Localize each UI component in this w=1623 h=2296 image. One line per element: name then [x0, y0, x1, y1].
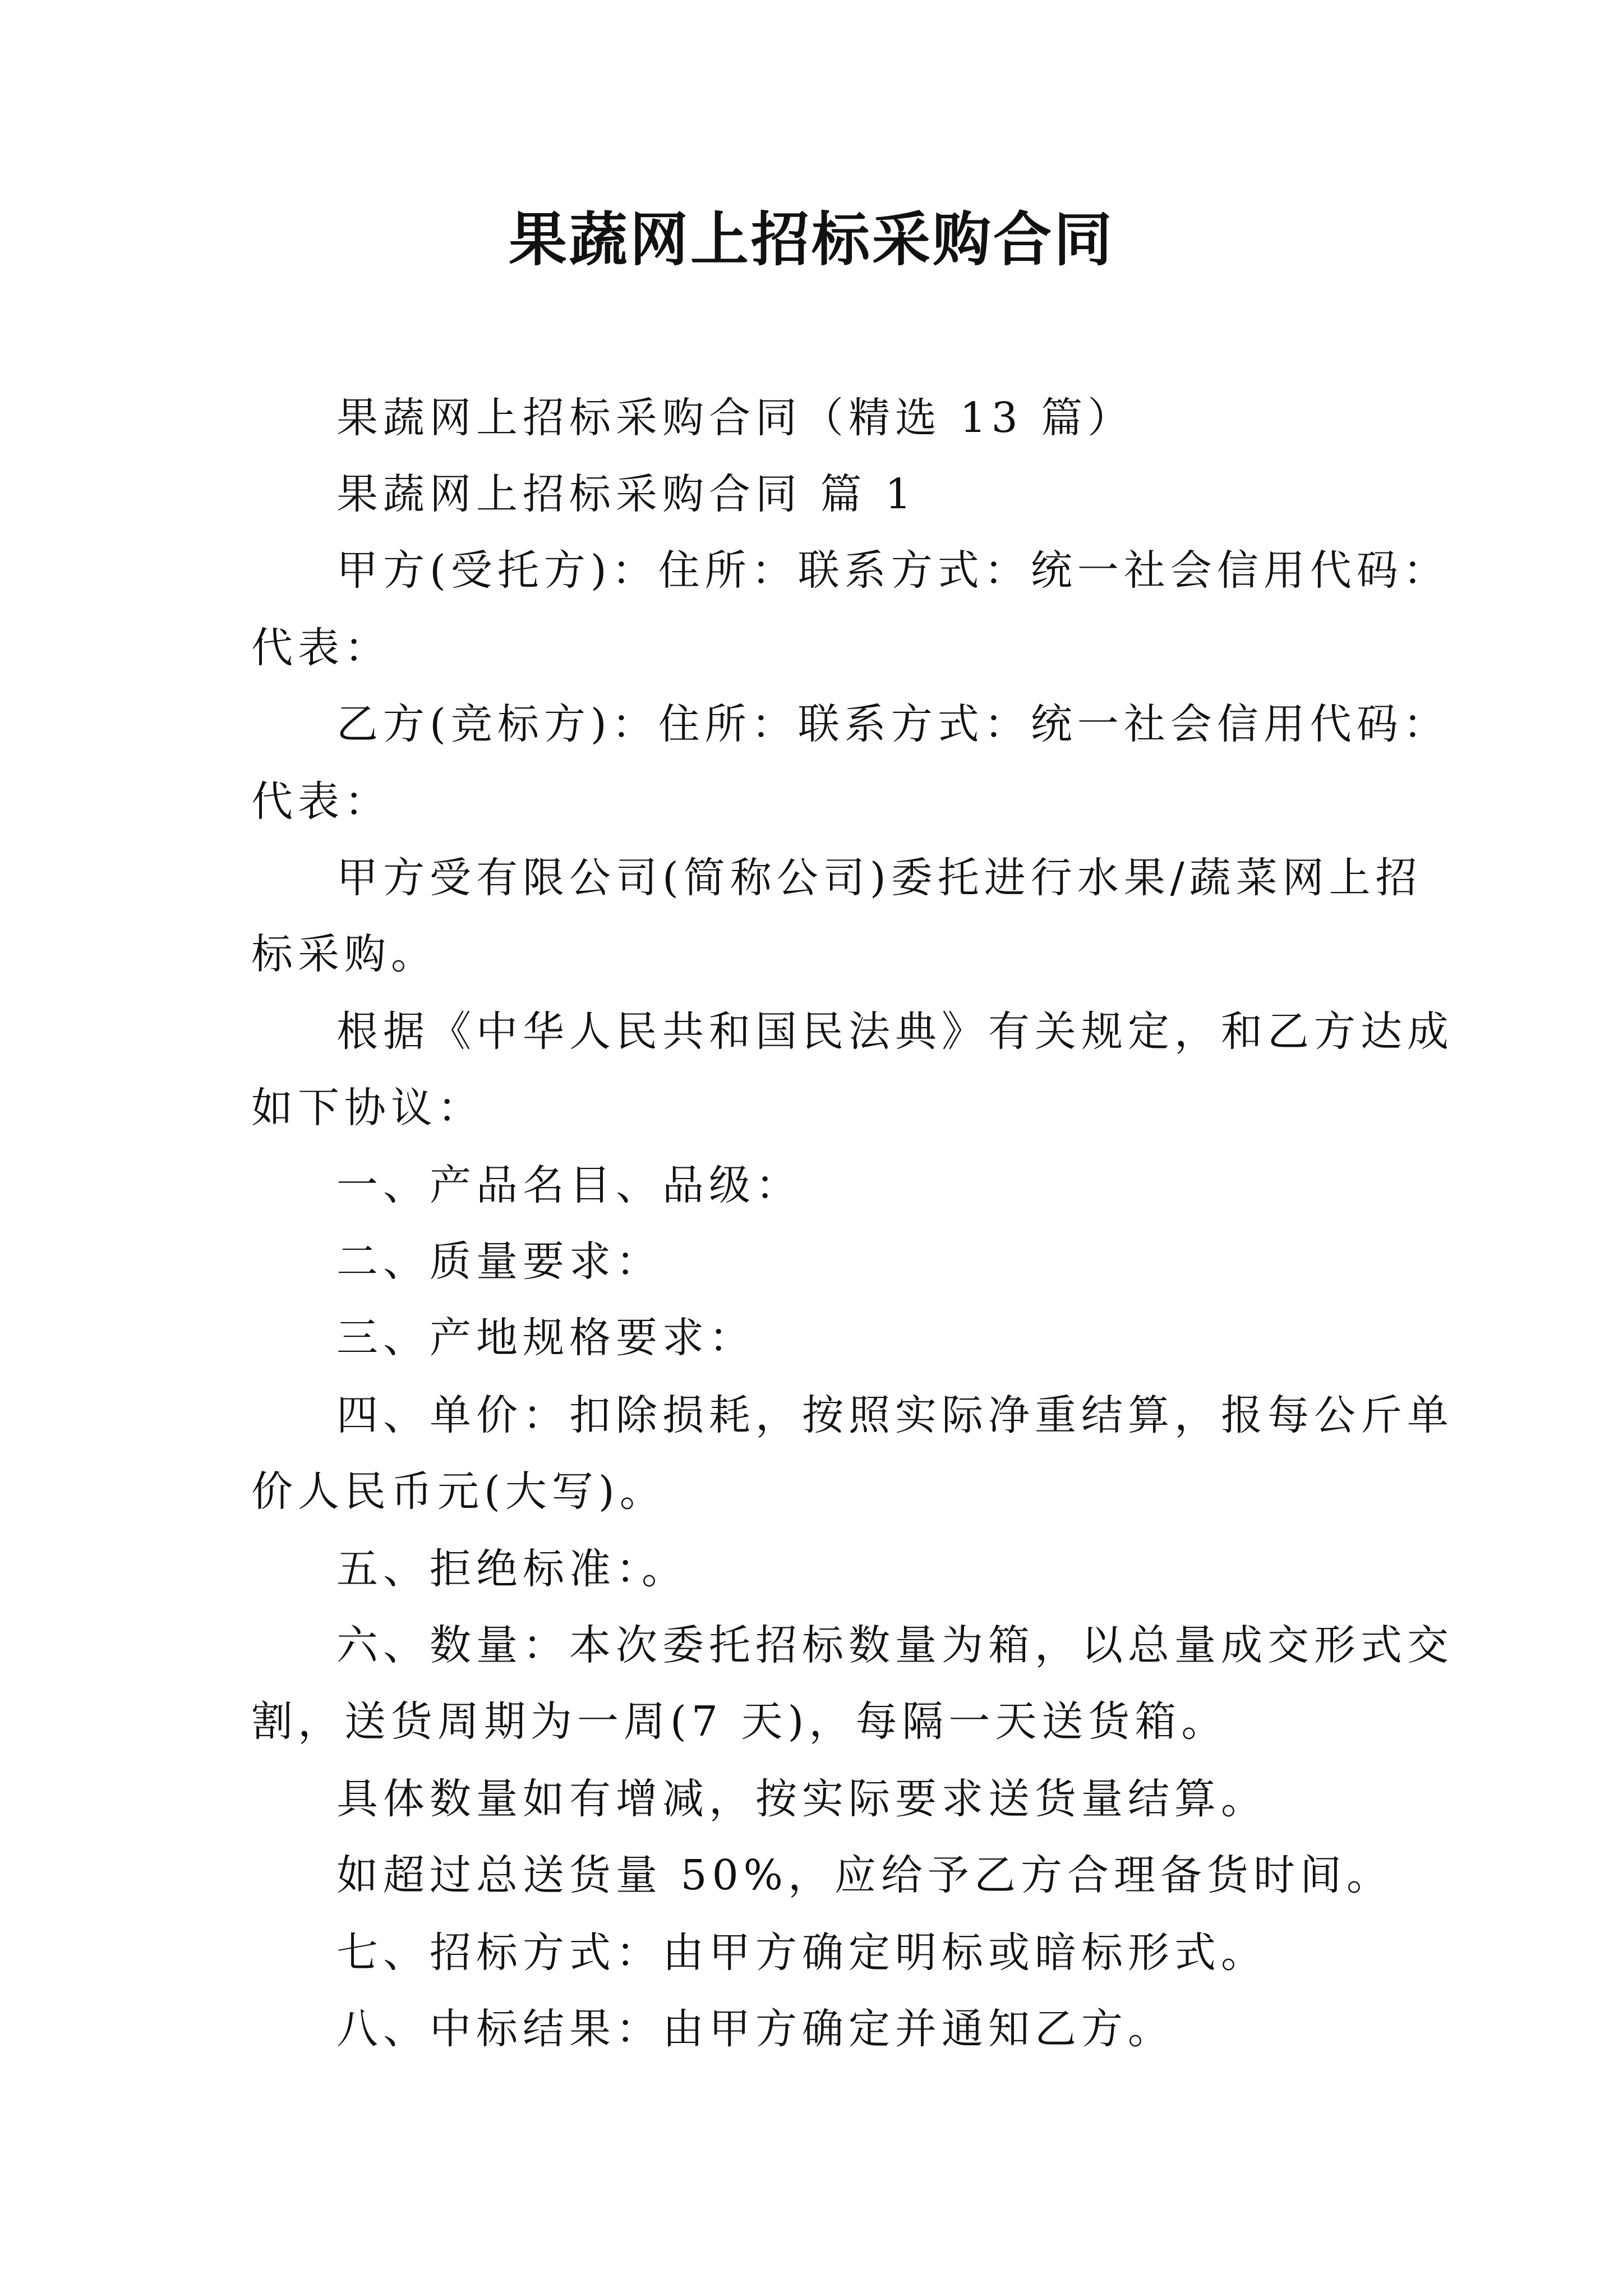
- clause-line: 一、产品名目、品级：: [336, 1161, 802, 1209]
- party-b-line: 乙方(竞标方)：住所：联系方式：统一社会信用代码：: [336, 700, 1450, 748]
- paragraph-line: 如超过总送货量 50%，应给予乙方合理备货时间。: [336, 1851, 1393, 1899]
- clause-line: 四、单价：扣除损耗，按照实际净重结算，报每公斤单: [336, 1391, 1454, 1439]
- paragraph-line: 甲方受有限公司(简称公司)委托进行水果/蔬菜网上招: [336, 854, 1422, 902]
- document-title: 果蔬网上招标采购合同: [508, 205, 1114, 274]
- clause-line: 五、拒绝标准：。: [336, 1545, 688, 1593]
- clause-line: 六、数量：本次委托招标数量为箱，以总量成交形式交: [336, 1621, 1454, 1669]
- paragraph-line: 具体数量如有增减，按实际要求送货量结算。: [336, 1775, 1267, 1823]
- section-heading: 果蔬网上招标采购合同 篇 1: [336, 470, 917, 518]
- clause-line: 七、招标方式：由甲方确定明标或暗标形式。: [336, 1929, 1267, 1977]
- party-b-representative: 代表：: [251, 777, 391, 826]
- party-a-line: 甲方(受托方)：住所：联系方式：统一社会信用代码：: [336, 546, 1450, 595]
- clause-line: 割，送货周期为一周(7 天)，每隔一天送货箱。: [251, 1697, 1228, 1746]
- paragraph-line: 标采购。: [251, 930, 437, 978]
- party-a-representative: 代表：: [251, 624, 391, 672]
- paragraph-line: 如下协议：: [251, 1084, 484, 1132]
- subtitle-line: 果蔬网上招标采购合同（精选 13 篇）: [336, 394, 1135, 442]
- clause-line: 二、质量要求：: [336, 1237, 662, 1286]
- clause-line: 三、产地规格要求：: [336, 1314, 755, 1362]
- paragraph-line: 根据《中华人民共和国民法典》有关规定，和乙方达成: [336, 1007, 1454, 1056]
- clause-line: 价人民币元(大写)。: [251, 1467, 666, 1516]
- clause-line: 八、中标结果：由甲方确定并通知乙方。: [336, 2005, 1174, 2053]
